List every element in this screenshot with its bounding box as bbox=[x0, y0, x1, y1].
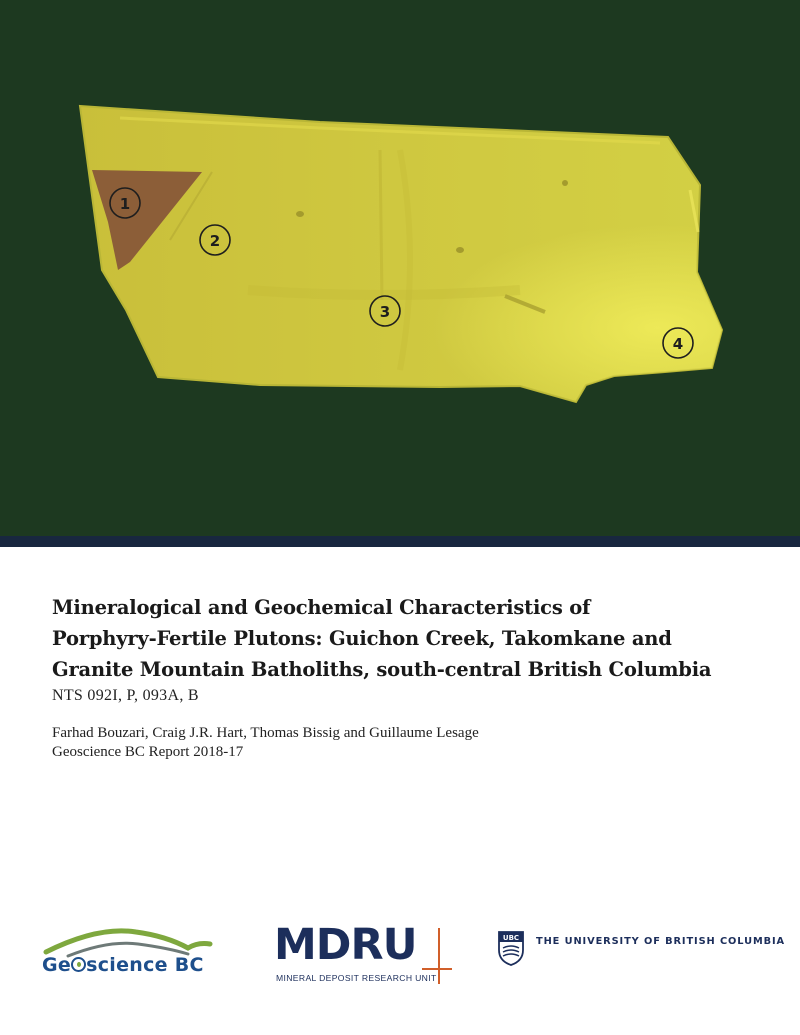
title-line-1: Mineralogical and Geochemical Characteristics of bbox=[52, 596, 591, 619]
globe-icon bbox=[71, 957, 86, 972]
svg-text:2: 2 bbox=[209, 232, 221, 250]
report-title bbox=[52, 592, 772, 685]
geoscience-bc-logo bbox=[38, 922, 228, 984]
svg-text:3: 3 bbox=[379, 303, 391, 321]
geoscience-bc-wordmark: Ge science BC bbox=[42, 954, 204, 976]
accent-bar bbox=[0, 536, 800, 547]
ubc-name: THE UNIVERSITY OF BRITISH COLUMBIA bbox=[536, 936, 785, 947]
svg-text:UBC: UBC bbox=[502, 934, 520, 942]
authors: Farhad Bouzari, Craig J.R. Hart, Thomas Bissig and Guillaume Lesage bbox=[52, 725, 479, 741]
report-number: Geoscience BC Report 2018-17 bbox=[52, 744, 244, 760]
mdru-wordmark: MDRU bbox=[274, 920, 417, 970]
svg-text:4: 4 bbox=[672, 335, 684, 353]
mdru-logo bbox=[272, 920, 452, 988]
mdru-subtitle: MINERAL DEPOSIT RESEARCH UNIT bbox=[276, 973, 437, 983]
ubc-logo bbox=[497, 930, 787, 972]
ubc-crest-icon bbox=[497, 930, 525, 966]
title-line-2: Porphyry-Fertile Plutons: Guichon Creek, Takomkane and bbox=[52, 627, 672, 650]
title-line-3: Granite Mountain Batholiths, south-central British Columbia bbox=[52, 658, 712, 681]
nts-map-sheets: NTS 092I, P, 093A, B bbox=[52, 687, 199, 704]
title-block bbox=[52, 592, 772, 705]
mdru-cross-mark bbox=[438, 928, 440, 984]
svg-text:1: 1 bbox=[119, 195, 131, 213]
